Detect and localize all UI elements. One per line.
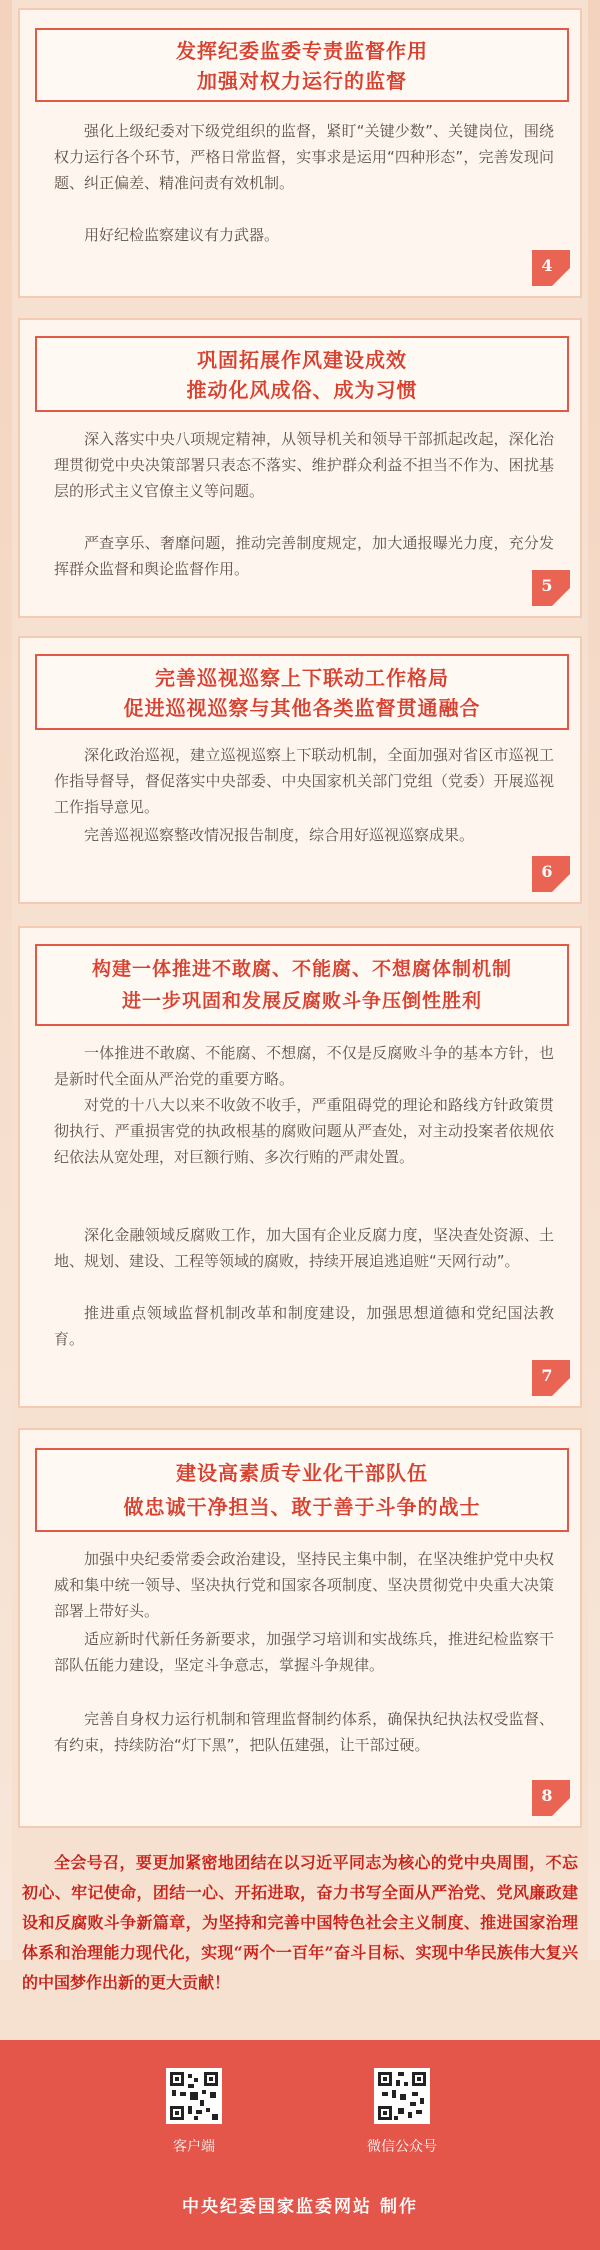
card-title-line-2: 做忠诚干净担当、敢于善于斗争的战士	[123, 1495, 481, 1519]
card-title-line-1: 发挥纪委监委专责监督作用	[176, 39, 428, 63]
card-title-line-1: 建设高素质专业化干部队伍	[176, 1461, 428, 1485]
number-badge	[532, 1360, 570, 1396]
card-title-box	[35, 1448, 569, 1532]
card-paragraph: 对党的十八大以来不收敛不收手，严重阻碍党的理论和路线方针政策贯彻执行、严重损害党的执政根基的腐败问题从严查处，对主动投案者依规依纪依法从宽处理，对巨额行贿、多次行贿的严肃处置。	[54, 1096, 554, 1166]
card-paragraph: 一体推进不敢腐、不能腐、不想腐，不仅是反腐败斗争的基本方针，也是新时代全面从严治党的重要方略。	[54, 1044, 554, 1088]
number-badge-label: 5	[541, 576, 553, 595]
number-badge-label: 4	[541, 256, 553, 275]
card-5	[18, 318, 582, 618]
card-paragraph: 完善自身权力运行机制和管理监督制约体系，确保执纪执法权受监督、有约束，持续防治“灯下黑”，把队伍建强，让干部过硬。	[54, 1710, 554, 1754]
card-6	[18, 636, 582, 904]
card-paragraph: 适应新时代新任务新要求，加强学习培训和实战练兵，推进纪检监察干部队伍能力建设，坚定斗争意志，掌握斗争规律。	[54, 1630, 554, 1674]
qr-label-client: 客户端	[173, 2139, 215, 2155]
number-badge-label: 8	[541, 1786, 553, 1805]
card-7	[18, 926, 582, 1408]
card-title-line-1: 完善巡视巡察上下联动工作格局	[155, 666, 449, 690]
card-paragraph: 严查享乐、奢靡问题，推动完善制度规定，加大通报曝光力度，充分发挥群众监督和舆论监督作用。	[54, 534, 554, 578]
conclusion-text: 全会号召，要更加紧密地团结在以习近平同志为核心的党中央周围，不忘初心、牢记使命，团结一心、开拓进取，奋力书写全面从严治党、党风廉政建设和反腐败斗争新篇章，为坚持和完善中国特色社会主义制度、推进国家治理体系和治理能力现代化，实现“两个一百年”奋斗目标、实现中华民族伟大复兴的中国梦作出新的更大贡献！	[22, 1853, 578, 1992]
qr-code-client[interactable]	[166, 2068, 222, 2124]
card-title-line-2: 推动化风成俗、成为习惯	[186, 378, 418, 402]
card-title-box	[35, 944, 569, 1026]
card-title-box	[35, 28, 569, 102]
card-paragraph: 深化政治巡视，建立巡视巡察上下联动机制，全面加强对省区市巡视工作指导督导，督促落实中央部委、中央国家机关部门党组（党委）开展巡视工作指导意见。	[54, 746, 554, 816]
number-badge	[532, 570, 570, 606]
card-title-line-2: 加强对权力运行的监督	[197, 69, 407, 93]
card-title-line-1: 构建一体推进不敢腐、不能腐、不想腐体制机制	[91, 958, 512, 980]
card-paragraph: 加强中央纪委常委会政治建设，坚持民主集中制，在坚决维护党中央权威和集中统一领导、坚决执行党和国家各项制度、坚决贯彻党中央重大决策部署上带好头。	[54, 1550, 554, 1620]
card-paragraph: 推进重点领域监督机制改革和制度建设，加强思想道德和党纪国法教育。	[54, 1304, 554, 1348]
card-paragraph: 完善巡视巡察整改情况报告制度，综合用好巡视巡察成果。	[84, 826, 475, 844]
card-title-box	[35, 654, 569, 730]
card-title-line-2: 促进巡视巡察与其他各类监督贯通融合	[123, 696, 481, 720]
number-badge	[532, 856, 570, 892]
card-paragraph: 用好纪检监察建议有力武器。	[84, 226, 280, 244]
number-badge-label: 7	[541, 1366, 553, 1385]
footer	[0, 2040, 600, 2250]
card-8	[18, 1428, 582, 1828]
card-paragraph: 强化上级纪委对下级党组织的监督，紧盯“关键少数”、关键岗位，围绕权力运行各个环节，严格日常监督，实事求是运用“四种形态”，完善发现问题、纠正偏差、精准问责有效机制。	[54, 122, 554, 192]
qr-code-wechat[interactable]	[374, 2068, 430, 2124]
card-paragraph: 深入落实中央八项规定精神，从领导机关和领导干部抓起改起，深化治理贯彻党中央决策部署只表态不落实、维护群众利益不担当不作为、困扰基层的形式主义官僚主义等问题。	[54, 430, 554, 500]
qr-label-wechat: 微信公众号	[367, 2139, 437, 2155]
card-title-line-2: 进一步巩固和发展反腐败斗争压倒性胜利	[121, 990, 482, 1012]
number-badge	[532, 250, 570, 286]
card-title-line-1: 巩固拓展作风建设成效	[197, 348, 407, 372]
card-title-box	[35, 336, 569, 412]
card-4	[18, 8, 582, 298]
footer-credit: 中央纪委国家监委网站 制作	[182, 2197, 418, 2217]
card-paragraph: 深化金融领域反腐败工作，加大国有企业反腐力度，坚决查处资源、土地、规划、建设、工程等领域的腐败，持续开展追逃追赃“天网行动”。	[54, 1226, 554, 1270]
number-badge-label: 6	[541, 862, 553, 881]
number-badge	[532, 1780, 570, 1816]
